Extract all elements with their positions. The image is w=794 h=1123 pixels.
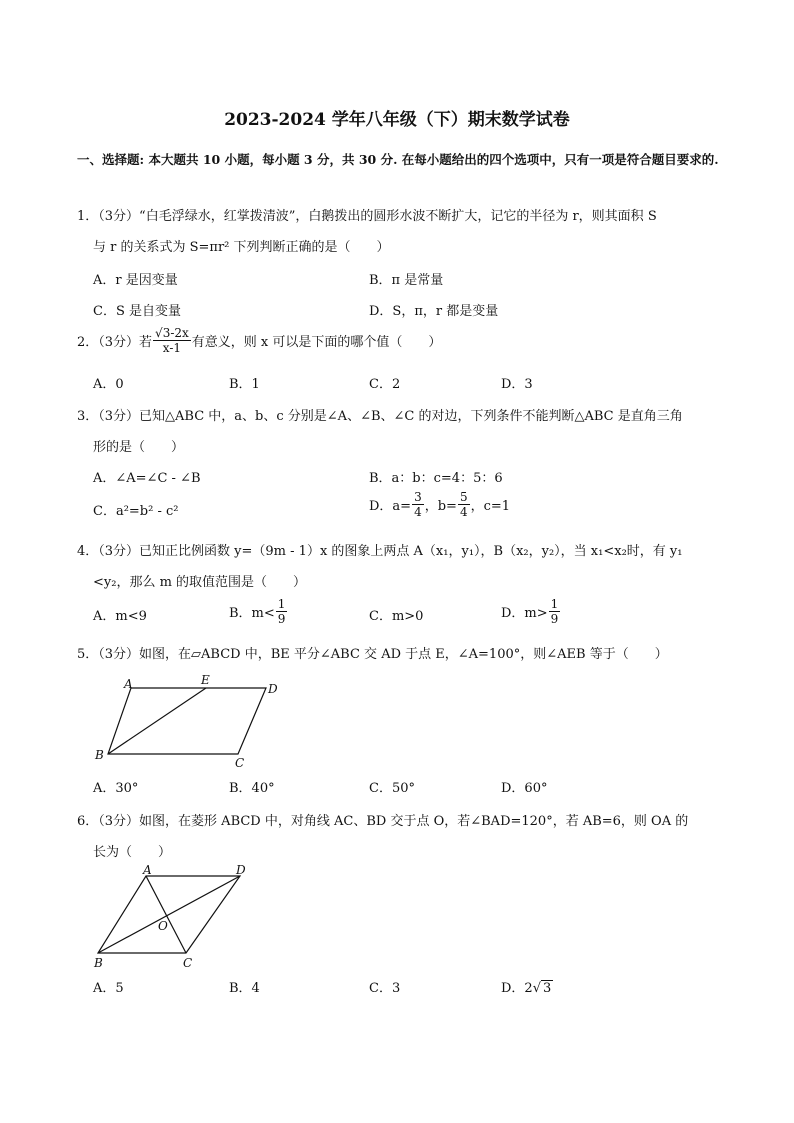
question-3-option-d: [369, 490, 510, 519]
question-5-option-a: A．30°: [93, 781, 139, 796]
question-5-option-b: B．40°: [229, 781, 275, 796]
fraction-denominator: 4: [459, 505, 468, 519]
vertex-label-d: D: [236, 863, 246, 877]
question-3-line-2: 形的是（ ）: [93, 440, 185, 455]
question-6-line-1: [77, 810, 688, 829]
fraction-numerator: 1: [277, 597, 286, 611]
question-4-option-b: [229, 597, 288, 626]
question-6-option-c: C．3: [369, 981, 401, 996]
question-6-number: 6．（3分）: [77, 814, 140, 829]
question-3-option-d-suffix: ，c=1: [470, 499, 511, 514]
vertex-label-e: E: [201, 673, 210, 687]
question-1-line-1: [77, 205, 657, 224]
radical-sign: √: [532, 981, 541, 996]
question-3-option-d-prefix: D．a=: [369, 499, 412, 514]
question-3-text-1: 已知△ABC 中，a、b、c 分别是∠A、∠B、∠C 的对边，下列条件不能判断△ABC 是直角三角: [139, 409, 683, 424]
fraction-numerator: 1: [550, 597, 559, 611]
question-3-option-d-middle: ，b=: [424, 499, 457, 514]
question-5-option-c: C．50°: [369, 781, 415, 796]
question-4-option-d-fraction: [549, 597, 561, 626]
question-1-option-d: D．S，π，r 都是变量: [369, 304, 499, 319]
question-4-option-d: [501, 597, 561, 626]
vertex-label-b: B: [95, 748, 104, 762]
question-3-number: 3．（3分）: [77, 409, 140, 424]
question-2-option-a: A．0: [93, 377, 124, 392]
question-4-option-a: A．m<9: [93, 609, 147, 624]
question-2-option-d: D．3: [501, 377, 533, 392]
question-3-option-d-fraction-b: [458, 490, 470, 519]
bisector-be: [108, 688, 206, 754]
question-5-text: 如图，在▱ABCD 中，BE 平分∠ABC 交 AD 于点 E，∠A=100°，则∠AEB 等于（ ）: [139, 647, 668, 662]
question-6-option-d-prefix: D．2: [501, 981, 533, 996]
question-5-line: [77, 643, 668, 662]
question-3-line-1: [77, 405, 683, 424]
question-4-text-1: 已知正比例函数 y=（9m - 1）x 的图象上两点 A（x₁，y₁），B（x₂，y₂），当 x₁<x₂时，有 y₁: [139, 544, 683, 559]
question-1-number: 1．（3分）: [77, 209, 140, 224]
fraction-numerator: 5: [459, 490, 468, 504]
question-2-number: 2．（3分）若: [77, 335, 153, 350]
question-2-line: [77, 326, 441, 355]
parallelogram-outline: [108, 688, 266, 754]
question-6-option-d-radicand: 3: [543, 981, 552, 996]
center-label-o: O: [158, 919, 168, 933]
question-3-option-b: B．a：b：c=4：5：6: [369, 471, 503, 486]
question-6-text-1: 如图，在菱形 ABCD 中，对角线 AC、BD 交于点 O，若∠BAD=120°，若 AB=6，则 OA 的: [139, 814, 689, 829]
section-heading: 一、选择题: 本大题共 10 小题，每小题 3 分，共 30 分. 在每小题给出的四个选项中，只有一项是符合题目要求的.: [77, 152, 719, 167]
fraction-numerator: 3: [414, 490, 422, 504]
question-4-option-b-prefix: B．m<: [229, 606, 275, 621]
question-2-option-b: B．1: [229, 377, 260, 392]
question-4-option-d-prefix: D．m>: [501, 606, 548, 621]
question-6-option-b: B．4: [229, 981, 260, 996]
vertex-label-b: B: [94, 956, 103, 970]
question-6-option-a: A．5: [93, 981, 124, 996]
vertex-label-a: A: [143, 863, 152, 877]
question-5-parallelogram-figure: [88, 670, 298, 770]
question-5-option-d: D．60°: [501, 781, 548, 796]
question-1-option-b: B．π 是常量: [369, 273, 444, 288]
page-title: 2023-2024 学年八年级（下）期末数学试卷: [224, 110, 570, 130]
question-1-option-a: A．r 是因变量: [93, 273, 178, 288]
question-2-text: 有意义，则 x 可以是下面的哪个值（ ）: [191, 335, 442, 350]
fraction-denominator: 9: [550, 612, 559, 626]
vertex-label-d: D: [268, 682, 278, 696]
question-5-number: 5．（3分）: [77, 647, 140, 662]
fraction-denominator: 4: [414, 505, 422, 519]
question-4-option-c: C．m>0: [369, 609, 424, 624]
question-3-option-c: C．a²=b² - c²: [93, 504, 179, 519]
question-3-option-a: A．∠A=∠C - ∠B: [93, 471, 201, 486]
question-4-option-b-fraction: [276, 597, 288, 626]
question-4-number: 4．（3分）: [77, 544, 140, 559]
diagonal-ac: [146, 876, 186, 953]
vertex-label-a: A: [124, 677, 133, 691]
vertex-label-c: C: [183, 956, 193, 970]
question-4-line-1: [77, 540, 682, 559]
question-1-line-2: 与 r 的关系式为 S=πr² 下列判断正确的是（ ）: [93, 240, 390, 255]
question-6-option-d: [501, 977, 553, 996]
question-1-option-c: C．S 是自变量: [93, 304, 181, 319]
question-6-rhombus-figure: [88, 860, 258, 972]
question-2-fraction: [153, 326, 191, 355]
vertex-label-c: C: [235, 756, 245, 770]
question-2-numerator: √3-2x: [155, 326, 189, 340]
question-4-line-2: <y₂，那么 m 的取值范围是（ ）: [93, 575, 307, 590]
fraction-denominator: 9: [277, 612, 286, 626]
question-3-option-d-fraction-a: [412, 490, 424, 519]
question-6-line-2: 长为（ ）: [93, 845, 172, 860]
diagonal-bd: [98, 876, 240, 953]
question-2-option-c: C．2: [369, 377, 401, 392]
question-1-text-1: “白毛浮绿水，红掌拨清波”，白鹅拨出的圆形水波不断扩大，记它的半径为 r，则其面积 S: [139, 209, 657, 224]
question-2-denominator: x-1: [162, 341, 182, 355]
